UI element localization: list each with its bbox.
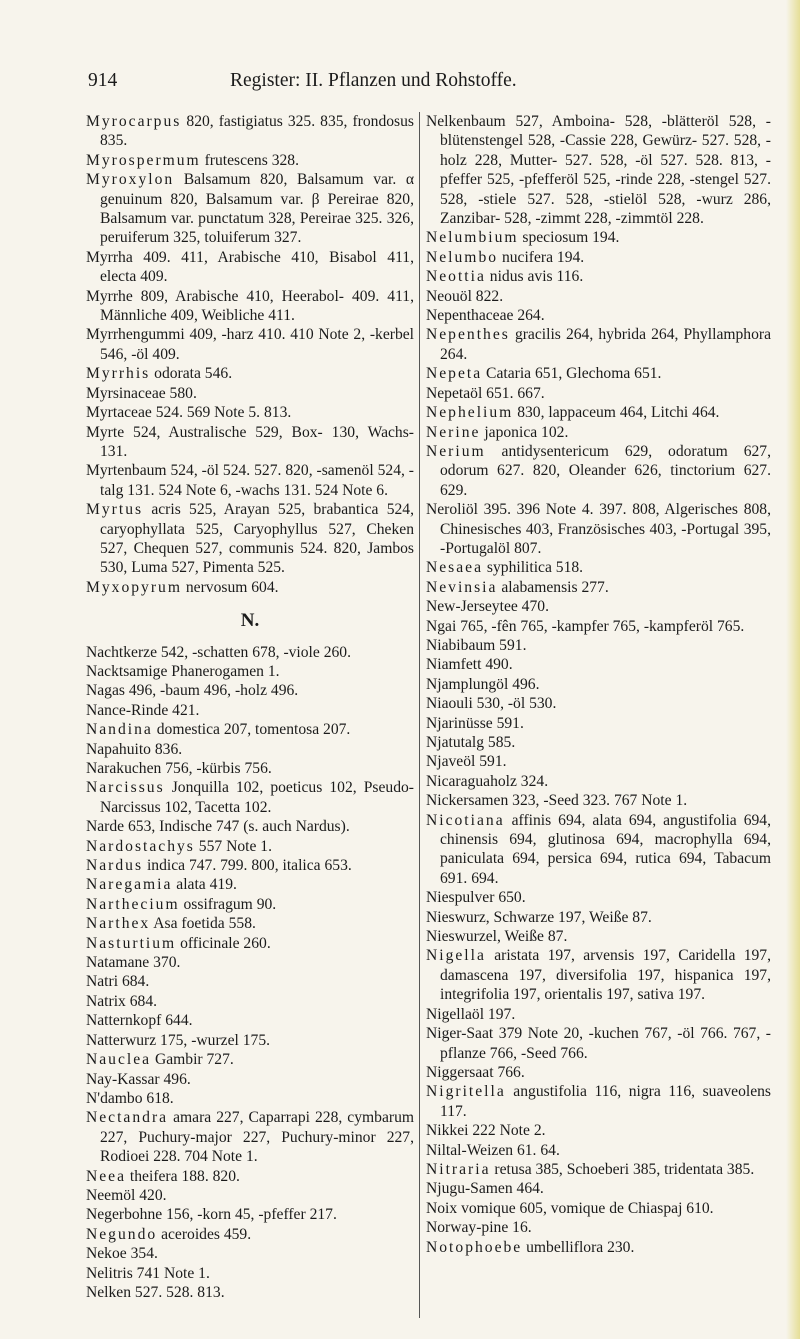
index-entry [86, 1070, 414, 1089]
page-number: 914 [88, 70, 118, 91]
index-entry [86, 701, 414, 720]
left-column [86, 112, 414, 1302]
entry-text: umbelliflora 230. [522, 1238, 635, 1256]
entry-text: Natri 684. [86, 973, 150, 991]
entry-genus: Nelumbo [426, 248, 499, 266]
index-list-m [86, 112, 414, 597]
index-entry [426, 636, 771, 655]
index-entry [426, 811, 771, 889]
entry-genus: Nepeta [426, 365, 483, 383]
entry-genus: Nigritella [426, 1083, 506, 1101]
entry-text: Narakuchen 756, -kürbis 756. [86, 760, 272, 777]
entry-text: Nieswurzel, Weiße 87. [426, 928, 568, 946]
entry-genus: Nasturtium [86, 934, 177, 952]
entry-text: Norway-pine 16. [426, 1219, 532, 1237]
entry-text: Natrix 684. [86, 992, 158, 1010]
entry-text: Myrte 524, Australische 529, Box- 130, Wachs- 131. [86, 423, 414, 460]
index-entry [426, 772, 771, 791]
entry-genus: Nesaea [426, 559, 484, 577]
entry-text: Niger-Saat 379 Note 20, -kuchen 767, -öl 766. 767, -pflanze 766, -Seed 766. [426, 1025, 771, 1062]
entry-text: frutescens 328. [200, 151, 299, 169]
index-entry [86, 662, 414, 681]
index-entry [86, 856, 414, 875]
index-entry [86, 1167, 414, 1186]
entry-text: nervosum 604. [181, 578, 279, 596]
entry-text: gracilis 264, hybrida 264, Phyllamphora 264. [440, 326, 771, 363]
entry-text: Niggersaat 766. [426, 1063, 525, 1081]
index-entry [426, 655, 771, 674]
index-entry [86, 1031, 414, 1050]
entry-genus: Narthex [86, 915, 151, 933]
index-entry [86, 112, 414, 151]
entry-genus: Nauclea [86, 1051, 152, 1069]
entry-genus: Nevinsia [426, 578, 498, 596]
index-entry [86, 578, 414, 597]
entry-text: Narde 653, Indische 747 (s. auch Nardus). [86, 818, 350, 836]
entry-text: angustifolia 116, nigra 116, suaveolens 117. [440, 1083, 771, 1120]
entry-text: aceroides 459. [157, 1225, 252, 1243]
index-entry [426, 946, 771, 1004]
entry-text: Nelkenbaum 527, Amboina- 528, -blätteröl 528, -blütenstengel 528, -Cassie 228, Gewürz- 527. 528, -holz 228, Mutter- 527. 528, -öl 527. 528. 813, -pfeffer 525, -pfefferöl 525, -rinde 228, -stengel 527. 528, -stiele 527. 528, -stielöl 528, -wurz 286, Zanzibar- 528, -zimmt 228, -zimmtöl 228. [426, 113, 771, 228]
entry-text: Negerbohne 156, -korn 45, -pfeffer 217. [86, 1206, 337, 1224]
entry-text: Ngai 765, -fên 765, -kampfer 765, -kampferöl 765. [426, 617, 745, 635]
entry-text: Asa foetida 558. [150, 915, 256, 933]
index-entry [426, 423, 771, 442]
column-divider [419, 112, 420, 1318]
index-entry [86, 151, 414, 170]
index-entry [426, 1121, 771, 1140]
index-entry [426, 500, 771, 558]
entry-text: odorata 546. [150, 365, 233, 383]
entry-text: 830, lappaceum 464, Litchi 464. [513, 404, 720, 422]
index-entry [86, 1283, 414, 1302]
entry-genus: Myrocarpus [86, 113, 182, 130]
entry-genus: Nitraria [426, 1160, 491, 1178]
entry-text: Myrrhe 809, Arabische 410, Heerabol- 409. 411, Männliche 409, Weibliche 411. [86, 287, 414, 325]
index-entry [426, 1218, 771, 1237]
entry-text: nucifera 194. [498, 248, 585, 266]
index-entry [426, 1179, 771, 1198]
entry-text: Niamfett 490. [426, 656, 513, 674]
index-entry [86, 759, 414, 778]
index-entry [86, 643, 414, 662]
entry-text: Njamplungöl 496. [426, 675, 540, 693]
entry-text: N'dambo 618. [86, 1089, 174, 1107]
index-entry [426, 287, 771, 306]
entry-genus: Nerium [426, 442, 486, 460]
index-entry [86, 1186, 414, 1205]
index-list-n [86, 643, 414, 1303]
entry-text: Niltal-Weizen 61. 64. [426, 1141, 560, 1159]
index-entry [426, 617, 771, 636]
index-entry [426, 675, 771, 694]
index-entry [86, 837, 414, 856]
entry-genus: Myroxylon [86, 171, 175, 189]
index-entry [426, 306, 771, 325]
entry-genus: Nephelium [426, 404, 514, 422]
index-entry [86, 1264, 414, 1283]
entry-text: antidysentericum 629, odoratum 627, odorum 627. 820, Oleander 626, tinctorium 627. 629. [440, 442, 771, 499]
entry-text: Nepenthaceae 264. [426, 307, 545, 325]
entry-genus: Narcissus [86, 779, 165, 797]
entry-text: officinale 260. [176, 934, 271, 952]
index-entry [86, 817, 414, 836]
entry-text: Nikkei 222 Note 2. [426, 1122, 546, 1140]
entry-text: retusa 385, Schoeberi 385, tridentata 385. [490, 1160, 755, 1178]
running-header [88, 66, 778, 96]
entry-text: Myrtenbaum 524, -öl 524. 527. 820, -samenöl 524, -talg 131. 524 Note 6, -wachs 131. 524 Note 6. [86, 462, 414, 499]
entry-text: speciosum 194. [518, 229, 620, 247]
entry-text: alabamensis 277. [497, 578, 609, 596]
entry-text: Nigellaöl 197. [426, 1005, 516, 1023]
entry-text: Njarinüsse 591. [426, 714, 524, 732]
index-entry [86, 778, 414, 817]
entry-text: Nachtkerze 542, -schatten 678, -viole 260. [86, 643, 352, 661]
index-entry [426, 927, 771, 946]
entry-genus: Neottia [426, 268, 486, 286]
entry-text: Myrrhengummi 409, -harz 410. 410 Note 2, -kerbel 546, -öl 409. [86, 326, 414, 363]
entry-text: Neroliöl 395. 396 Note 4. 397. 808, Algerisches 808, Chinesisches 403, Französisches 403, -Portugal 395, -Portugalöl 807. [426, 501, 771, 557]
entry-genus: Nectandra [86, 1109, 169, 1127]
index-entry [86, 287, 414, 326]
entry-text: Nacktsamige Phanerogamen 1. [86, 662, 280, 680]
entry-genus: Nandina [86, 721, 153, 739]
index-entry [426, 325, 771, 364]
entry-genus: Negundo [86, 1225, 158, 1243]
index-entry [86, 992, 414, 1011]
entry-text: affinis 694, alata 694, angustifolia 694, chinensis 694, glutinosa 694, macrophylla 694, paniculata 694, persica 694, rutica 694, Tabacum 691. 694. [440, 811, 771, 887]
entry-text: Myrtaceae 524. 569 Note 5. 813. [86, 404, 292, 422]
index-entry [426, 752, 771, 771]
index-entry [426, 1238, 771, 1257]
index-entry [426, 442, 771, 500]
entry-text: Nagas 496, -baum 496, -holz 496. [86, 682, 299, 700]
entry-text: Balsamum 820, Balsamum var. α genuinum 820, Balsamum var. β Pereirae 820, Balsamum var. punctatum 328, Pereirae 325. 326, peruiferum 325, toluiferum 327. [100, 171, 414, 247]
entry-genus: Nerine [426, 423, 481, 441]
index-entry [426, 1141, 771, 1160]
entry-text: Myrrha 409. 411, Arabische 410, Bisabol 411, electa 409. [86, 248, 414, 286]
index-entry [426, 267, 771, 286]
index-entry [86, 895, 414, 914]
entry-text: indica 747. 799. 800, italica 653. [143, 857, 352, 875]
entry-text: Nickersamen 323, -Seed 323. 767 Note 1. [426, 792, 688, 810]
entry-text: theifera 188. 820. [126, 1167, 240, 1185]
index-entry [426, 1063, 771, 1082]
entry-text: Neemöl 420. [86, 1186, 167, 1204]
entry-genus: Nardostachys [86, 837, 195, 855]
entry-genus: Notophoebe [426, 1238, 523, 1256]
entry-text: Natterwurz 175, -wurzel 175. [86, 1031, 271, 1049]
entry-genus: Neea [86, 1167, 127, 1185]
index-entry [426, 228, 771, 247]
index-entry [426, 694, 771, 713]
index-entry [426, 403, 771, 422]
index-entry [86, 1011, 414, 1030]
entry-text: Nelitris 741 Note 1. [86, 1264, 210, 1282]
index-entry [86, 681, 414, 700]
entry-text: Nicaraguaholz 324. [426, 772, 549, 790]
index-entry [86, 384, 414, 403]
entry-text: Njugu-Samen 464. [426, 1180, 544, 1198]
entry-text: Nelken 527. 528. 813. [86, 1283, 225, 1301]
index-entry [426, 1199, 771, 1218]
index-entry [86, 720, 414, 739]
index-entry [86, 364, 414, 383]
index-entry [86, 934, 414, 953]
index-entry [426, 733, 771, 752]
index-entry [426, 384, 771, 403]
entry-text: Nepetaöl 651. 667. [426, 384, 545, 402]
entry-genus: Myrospermum [86, 151, 201, 169]
index-entry [86, 972, 414, 991]
index-entry [426, 908, 771, 927]
entry-text: Nance-Rinde 421. [86, 701, 200, 719]
entry-genus: Nigella [426, 947, 486, 965]
entry-text: Njatutalg 585. [426, 734, 516, 751]
entry-text: 820, fastigiatus 325. 835, frondosus 835. [100, 113, 414, 150]
right-column [426, 112, 771, 1257]
entry-text: ossifragum 90. [179, 895, 277, 913]
entry-genus: Nelumbium [426, 229, 519, 247]
entry-text: Niespulver 650. [426, 889, 526, 907]
index-entry [86, 423, 414, 462]
index-entry [86, 1244, 414, 1263]
index-entry [426, 597, 771, 616]
entry-genus: Nardus [86, 857, 144, 875]
entry-text: domestica 207, tomentosa 207. [152, 721, 351, 739]
entry-text: Napahuito 836. [86, 740, 183, 758]
entry-text: Niaouli 530, -öl 530. [426, 695, 557, 713]
index-entry [426, 1160, 771, 1179]
entry-text: Neouöl 822. [426, 287, 504, 305]
entry-text: alata 419. [172, 876, 237, 894]
index-entry [426, 1005, 771, 1024]
section-letter: N. [240, 610, 260, 632]
entry-text: aristata 197, arvensis 197, Caridella 197, damascena 197, diversifolia 197, hispanica 197, integrifolia 197, orientalis 197, sativa 197. [440, 947, 771, 1004]
entry-genus: Naregamia [86, 876, 173, 894]
entry-text: Natternkopf 644. [86, 1012, 193, 1030]
entry-text: 557 Note 1. [194, 837, 272, 855]
index-entry [86, 403, 414, 422]
entry-text: New-Jerseytee 470. [426, 598, 549, 616]
index-entry [426, 558, 771, 577]
entry-text: Natamane 370. [86, 954, 181, 972]
index-entry [86, 1225, 414, 1244]
index-entry [86, 170, 414, 248]
page-title: Register: II. Pflanzen und Rohstoffe. [230, 70, 517, 91]
entry-text: Njaveöl 591. [426, 753, 507, 771]
index-entry [426, 248, 771, 267]
entry-text: Cataria 651, Glechoma 651. [482, 365, 662, 383]
entry-genus: Nicotiana [426, 811, 505, 829]
entry-genus: Narthecium [86, 895, 180, 913]
index-entry [86, 740, 414, 759]
index-entry [426, 364, 771, 383]
index-entry [426, 112, 771, 228]
index-entry [426, 714, 771, 733]
index-entry [426, 578, 771, 597]
index-entry [86, 1050, 414, 1069]
entry-text: syphilitica 518. [483, 559, 584, 577]
entry-text: Jonquilla 102, poeticus 102, Pseudo-Narcissus 102, Tacetta 102. [100, 779, 414, 816]
index-entry [86, 1205, 414, 1224]
entry-genus: Myrtus [86, 501, 144, 519]
entry-text: Myrsinaceae 580. [86, 384, 197, 402]
entry-genus: Nepenthes [426, 326, 510, 344]
entry-text: Noix vomique 605, vomique de Chiaspaj 610. [426, 1199, 714, 1217]
index-entry [426, 791, 771, 810]
entry-text: Nieswurz, Schwarze 197, Weiße 87. [426, 908, 652, 926]
entry-text: Nay-Kassar 496. [86, 1070, 191, 1088]
index-entry [426, 888, 771, 907]
index-entry [86, 914, 414, 933]
entry-text: Gambir 727. [151, 1051, 234, 1069]
index-entry [426, 1082, 771, 1121]
index-entry [86, 248, 414, 287]
index-list-n-continued [426, 112, 771, 1257]
entry-text: Nekoe 354. [86, 1245, 158, 1263]
index-entry [86, 1108, 414, 1166]
entry-genus: Myrrhis [86, 365, 151, 383]
entry-text: acris 525, Arayan 525, brabantica 524, caryophyllata 525, Caryophyllus 527, Cheken 527, Chequen 527, communis 524. 820, Jambos 530, Luma 527, Pimenta 525. [100, 501, 414, 577]
entry-text: japonica 102. [480, 423, 569, 441]
index-entry [86, 953, 414, 972]
entry-text: amara 227, Caparrapi 228, cymbarum 227, Puchury-major 227, Puchury-minor 227, Rodioei 228. 704 Note 1. [100, 1109, 414, 1166]
entry-text: nidus avis 116. [485, 268, 584, 286]
index-entry [86, 500, 414, 578]
page-edge-tint [786, 0, 800, 1339]
index-entry [86, 461, 414, 500]
entry-text: Niabibaum 591. [426, 636, 527, 654]
index-entry [86, 325, 414, 364]
index-entry [426, 1024, 771, 1063]
index-entry [86, 1089, 414, 1108]
index-entry [86, 875, 414, 894]
entry-genus: Myxopyrum [86, 578, 182, 596]
